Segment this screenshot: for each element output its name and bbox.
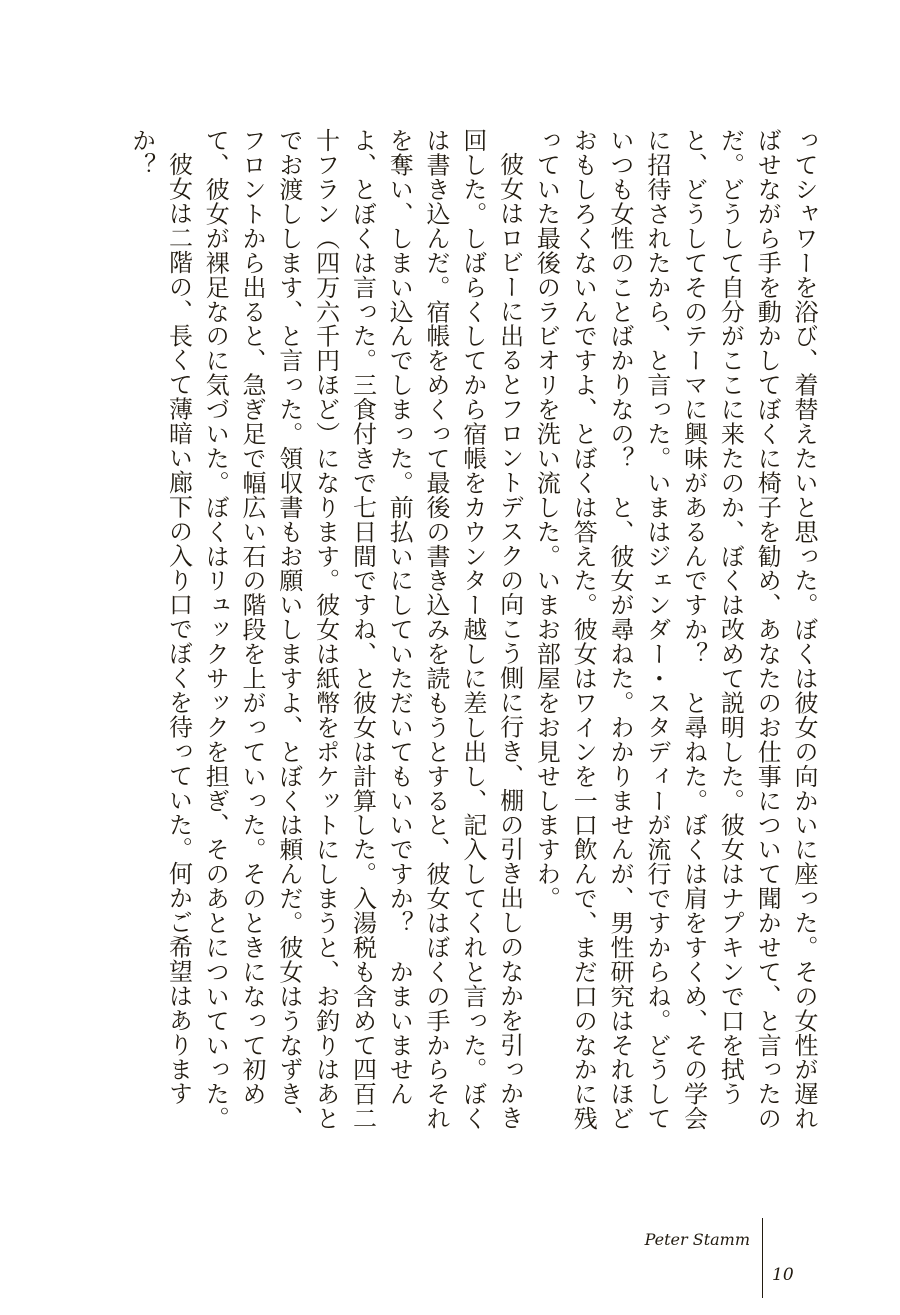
paragraph-continuation: ってシャワーを浴び、着替えたいと思った。ぼくは彼女の向かいに座った。その女性が遅ればせながら手を動かしてぼくに椅子を勧め、あなたのお仕事について聞かせて、と言ったのだ。どうして自分がここに来たのか、ぼくは改めて説明した。彼女はナプキンで口を拭うと、どうしてそのテーマに興味があるんですか？ と尋ねた。ぼくは肩をすくめ、その学会に招待されたから、と言った。いまはジェンダー・スタディーが流行ですからね。どうしていつも女性のことばかりなの？ と、彼女が尋ねた。わかりませんが、男性研究はそれほどおもしろくないんですよ、とぼくは答えた。彼女はワインを一口飲んで、まだ口のなかに残っていた最後のラビオリを洗い流した。いまお部屋をお見せしますわ。 [532, 128, 818, 1131]
footer-divider [762, 1218, 763, 1298]
running-footer-author: Peter Stamm [644, 1230, 750, 1249]
page-number: 10 [772, 1265, 794, 1285]
body-text [106, 128, 822, 1138]
paragraph-lobby: 彼女はロビーに出るとフロントデスクの向こう側に行き、棚の引き出しのなかを引っかき回した。しばらくしてから宿帳をカウンター越しに差し出し、記入してくれと言った。ぼくは書き込んだ。宿帳をめくって最後の書き込みを読もうとすると、彼女はぼくの手からそれを奪い、しまい込んでしまった。前払いにしていただいてもいいですか？ かまいませんよ、とぼくは言った。三食付きで七日間ですね、と彼女は計算した。入湯税も含めて四百二十フラン（四万六千円ほど）になります。彼女は紙幣をポケットにしまうと、お釣りはあとでお渡しします、と言った。領収書もお願いしますよ、とぼくは頼んだ。彼女はうなずき、フロントから出ると、急ぎ足で幅広い石の階段を上がっていった。そのときになって初めて、彼女が裸足なのに気づいた。ぼくはリュックサックを担ぎ、そのあとについていった。 [201, 128, 524, 1131]
paragraph-hallway: 彼女は二階の、長くて薄暗い廊下の入り口でぼくを待っていた。何かご希望はありますか？ [127, 128, 193, 1106]
